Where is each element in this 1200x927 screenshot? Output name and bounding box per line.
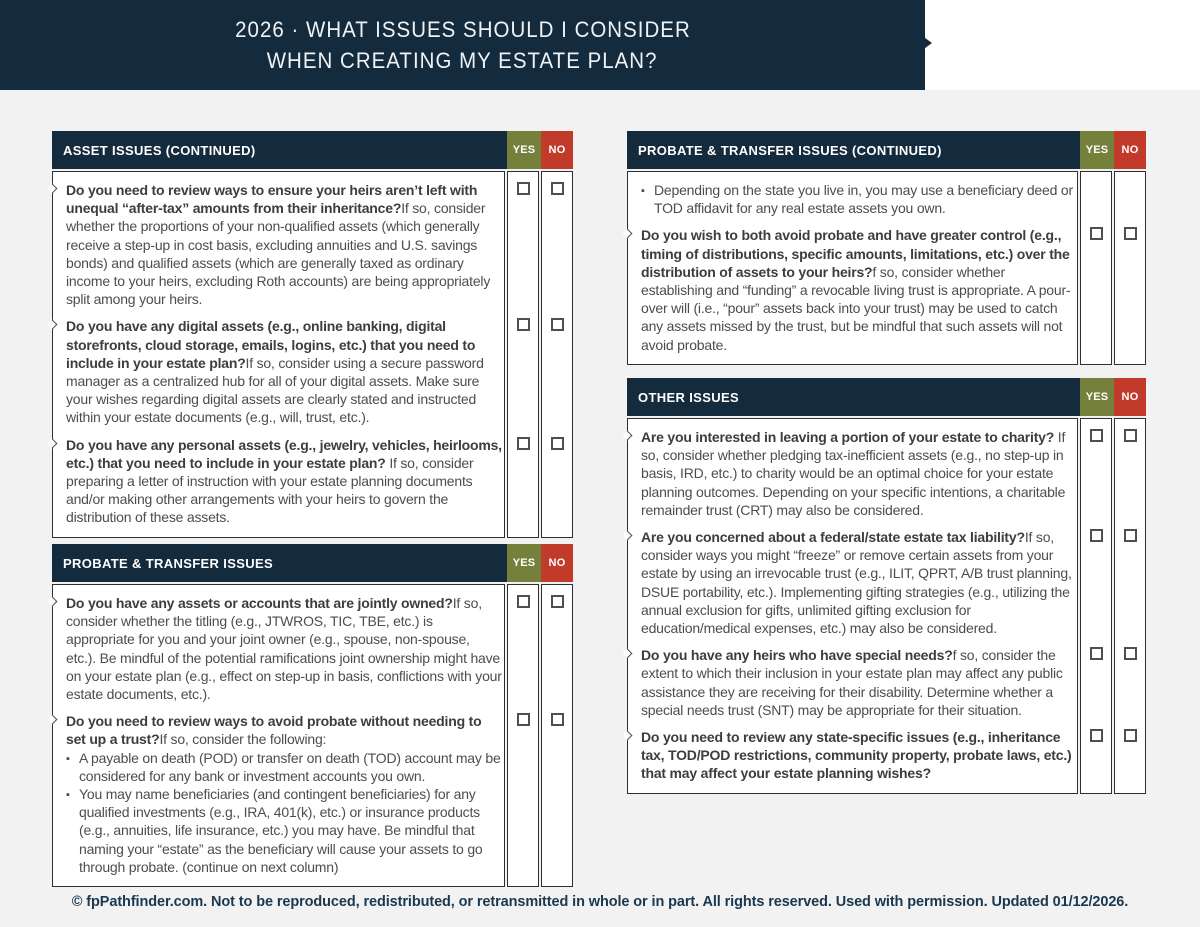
section-header [52,544,573,582]
no-cell [1114,418,1146,519]
chevron-icon [48,715,58,725]
question-text: Do you have any assets or accounts that are jointly owned? [66,595,453,611]
yes-checkbox[interactable] [517,595,530,608]
yes-cell [507,584,539,703]
bullet-point: ▪ A payable on death (POD) or transfer on death (TOD) account may be considered for any bank or investment accounts you own. [66,749,502,785]
question-text: Do you wish to both avoid probate and have greater control (e.g., timing of distributions, specific amounts, limitations, etc.) over the distribution of assets to your heirs? [641,227,1070,280]
no-checkbox[interactable] [1124,647,1137,660]
yes-column-header: YES [1080,378,1114,416]
section-title: PROBATE & TRANSFER ISSUES (CONTINUED) [627,131,1080,169]
no-checkbox[interactable] [551,437,564,450]
no-cell [541,584,573,703]
no-column-header: NO [541,544,573,582]
yes-cell [507,308,539,426]
no-checkbox[interactable] [1124,227,1137,240]
bullet-point: ▪ Depending on the state you live in, you may use a beneficiary deed or TOD affidavit for any real estate assets you own. [641,181,1075,217]
guidance-text: If so, consider whether pledging tax-inefficient assets (e.g., no step-up in basis, IRD, etc.) to charity would be an optimal choice for your estate planning outcomes. Depending on your specific intentions, a charitable remainder trust (CRT) may also be considered. [641,429,1066,518]
title-banner [0,0,925,90]
no-checkbox[interactable] [1124,429,1137,442]
chevron-icon [48,438,58,448]
question-text: Do you need to review ways to avoid probate without needing to set up a trust? [66,713,482,748]
question-text: Do you have any heirs who have special needs? [641,647,953,664]
banner-arrow-icon [921,35,932,51]
yes-checkbox[interactable] [517,182,530,195]
yes-cell [1080,418,1112,519]
guidance-text: If so, consider using a secure password manager as a centralized hub for all of your digital assets. Make sure your wishes regarding digital assets are clearly stated and instructed within your estate documents (e.g., will, trust, etc.). [66,354,484,426]
no-column-header: NO [541,131,573,169]
no-cell [1114,217,1146,364]
question-item [52,703,505,887]
yes-cell [1080,171,1112,217]
question-text: Are you interested in leaving a portion of your estate to charity? [641,429,1055,445]
no-checkbox[interactable] [1124,529,1137,542]
section-asset-issues-continued [52,131,573,538]
question-text: Do you need to review any state-specific issues (e.g., inheritance tax, TOD/POD restrictions, community property, probate laws, etc.) that may affect your estate planning wishes? [641,729,1072,782]
section-header [627,378,1146,416]
question-text: Do you have any digital assets (e.g., online banking, digital storefronts, cloud storage, emails, logins, etc.) that you need to include in your estate plan? [66,318,476,371]
no-cell [541,427,573,538]
yes-cell [507,703,539,887]
guidance-text: If so, consider whether the titling (e.g., JTWROS, TIC, TBE, etc.) is appropriate for you and your joint owner (e.g., spouse, non-spouse, etc.). Be mindful of the potential ramifications joint ownership might have on your estate plan (e.g., effect on step-up in basis, conflictions with your estate documents, etc.). [66,595,502,703]
guidance-text: f so, consider whether establishing and “funding” a revocable living trust is appropriate. A pour-over will (i.e., “pour” assets back into your trust) may be used to catch any assets missed by the trust, but be mindful that such assets will not avoid probate. [641,263,1071,353]
yes-checkbox[interactable] [517,318,530,331]
no-cell [541,703,573,887]
no-checkbox[interactable] [1124,729,1137,742]
question-item [52,584,505,703]
question-text: Are you concerned about a federal/state estate tax liability? [641,529,1025,546]
question-text: Do you need to review ways to ensure your heirs aren’t left with unequal “after-tax” amounts from their inheritance? [66,182,478,217]
no-checkbox[interactable] [551,713,564,726]
question-item [52,308,505,426]
section-probate-transfer-issues-continued [627,131,1146,365]
copyright-footer: © fpPathfinder.com. Not to be reproduced, redistributed, or retransmitted in whole or in part. All rights reserved. Used with permission. Updated 01/12/2026. [71,894,1129,910]
yes-cell [1080,217,1112,364]
chevron-icon [623,649,633,659]
banner-right-spacer [925,0,1200,90]
no-checkbox[interactable] [551,182,564,195]
yes-checkbox[interactable] [517,437,530,450]
no-cell [541,171,573,308]
chevron-icon [623,731,633,741]
section-header [627,131,1146,169]
no-column-header: NO [1114,378,1146,416]
guidance-text: If so, consider the following: [159,731,327,748]
yes-column-header: YES [1080,131,1114,169]
no-cell [1114,519,1146,637]
guidance-text: If so, consider whether the proportions of your non-qualified assets (which generally receive a step-up in cost basis, excluding annuities and U.S. savings bonds) and qualified assets (which are generally taxed as ordinary income to your heirs, excluding Roth accounts) are being appropriately split among your heirs. [66,200,491,308]
chevron-icon [48,320,58,330]
question-item [52,171,505,308]
section-title: OTHER ISSUES [627,378,1080,416]
question-item [627,519,1078,637]
no-column-header: NO [1114,131,1146,169]
banner-title-line2: WHEN CREATING MY ESTATE PLAN? [267,48,658,73]
bullet-point: ▪ You may name beneficiaries (and contingent beneficiaries) for any qualified investments (e.g., IRA, 401(k), etc.) or insurance products (e.g., annuities, life insurance, etc.) you may have. Be mindful that naming your “estate” as the beneficiary will cause your assets to go through probate. (continue on next column) [66,785,502,876]
yes-checkbox[interactable] [1090,227,1103,240]
no-cell [1114,637,1146,719]
question-item [627,719,1078,794]
yes-cell [1080,719,1112,794]
yes-checkbox[interactable] [1090,729,1103,742]
continuation-item [627,171,1078,217]
no-checkbox[interactable] [551,595,564,608]
section-probate-transfer-issues [52,544,573,887]
no-cell [1114,719,1146,794]
no-cell [541,308,573,426]
question-item [52,427,505,538]
guidance-text: f so, consider the extent to which their inclusion in your estate plan may affect any public assistance they are receiving for their disability. Determine whether a special needs trust (SNT) may be appropriate for their situation. [641,647,1063,718]
chevron-icon [623,531,633,541]
yes-cell [1080,637,1112,719]
yes-checkbox[interactable] [1090,429,1103,442]
chevron-icon [623,229,633,239]
section-header [52,131,573,169]
section-title: PROBATE & TRANSFER ISSUES [52,544,507,582]
yes-cell [507,171,539,308]
yes-column-header: YES [507,544,541,582]
section-other-issues [627,378,1146,794]
chevron-icon [623,431,633,441]
yes-cell [1080,519,1112,637]
yes-checkbox[interactable] [517,713,530,726]
question-item [627,637,1078,719]
guidance-text: If so, consider preparing a letter of instruction with your estate planning documents and/or making other arrangements with your heirs to govern the distribution of these assets. [66,454,474,526]
chevron-icon [48,597,58,607]
yes-checkbox[interactable] [1090,647,1103,660]
yes-column-header: YES [507,131,541,169]
chevron-icon [48,184,58,194]
no-checkbox[interactable] [551,318,564,331]
yes-checkbox[interactable] [1090,529,1103,542]
yes-cell [507,427,539,538]
no-cell [1114,171,1146,217]
section-title: ASSET ISSUES (CONTINUED) [52,131,507,169]
guidance-text: If so, consider ways you might “freeze” or remove certain assets from your estate by using an irrevocable trust (e.g., ILIT, QPRT, A/B trust planning, DSUE portability, etc.). Implementing gifting strategies (e.g., utilizing the annual exclusion for gifts, unlimited gifting exclusion for education/medical expenses, etc.) may also be considered. [641,529,1072,637]
banner-title-line1: 2026 · WHAT ISSUES SHOULD I CONSIDER [234,17,691,42]
question-item [627,217,1078,364]
question-text: Do you have any personal assets (e.g., jewelry, vehicles, heirlooms, etc.) that you need to include in your estate plan? [66,436,502,471]
question-item [627,418,1078,519]
